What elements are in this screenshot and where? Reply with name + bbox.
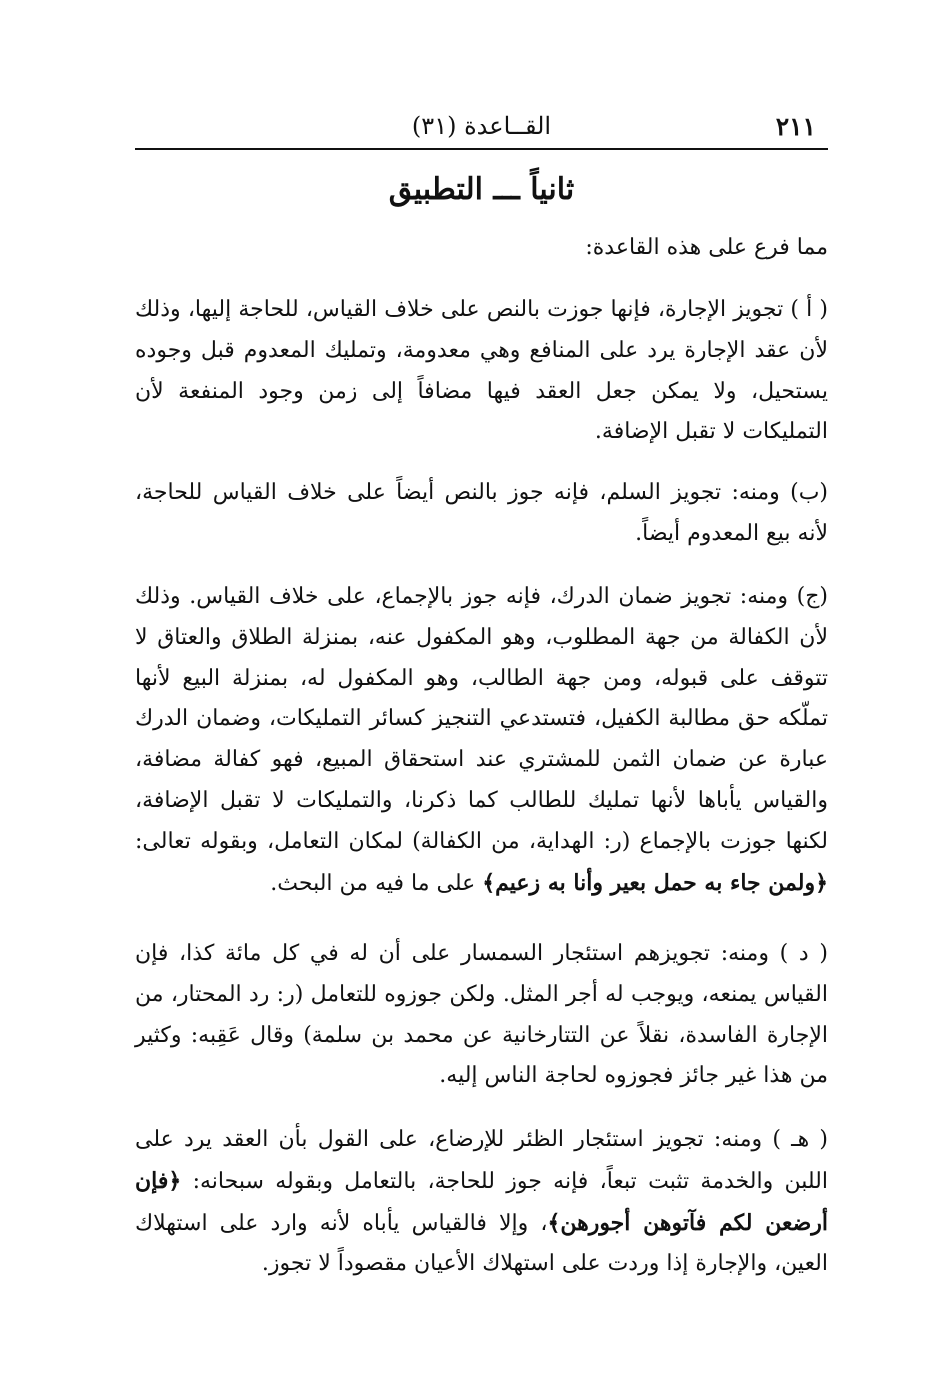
paragraph-e-text: ( هـ ) ومنه: تجويز استئجار الظئر للإرضاع، على القول بأن العقد يرد على اللبن والخدمة تثبت تبعاً، فإنه جوز للحاجة، بالتعامل وبقوله سبحانه: bbox=[135, 1127, 828, 1194]
paragraph-e-text-end: ، وإلا فالقياس يأباه لأنه وارد على استهلاك العين، والإجارة إذا وردت على استهلاك الأعيان مقصوداً لا تجوز. bbox=[135, 1210, 828, 1277]
section-heading: ثانياً ـــ التطبيق bbox=[388, 172, 575, 207]
running-header bbox=[135, 108, 828, 150]
paragraph-c bbox=[135, 577, 828, 904]
quran-verse-e: ﴿فإن أرضعن لكم فآتوهن أجورهن﴾ bbox=[135, 1167, 829, 1236]
paragraph-b: (ب) ومنه: تجويز السلم، فإنه جوز بالنص أيضاً على خلاف القياس للحاجة، لأنه بيع المعدوم أيضاً. bbox=[135, 480, 828, 546]
page-number: ٢١١ bbox=[775, 112, 816, 141]
paragraph-e bbox=[135, 1120, 828, 1285]
intro-line: مما فرع على هذه القاعدة: bbox=[585, 235, 828, 260]
paragraph-c-text-end: على ما فيه من البحث. bbox=[270, 870, 483, 896]
running-header-title: القــاعدة (٣١) bbox=[411, 112, 552, 140]
paragraph-a: ( أ ) تجويز الإجارة، فإنها جوزت بالنص على خلاف القياس، للحاجة إليها، وذلك لأن عقد الإجارة يرد على المنافع وهي معدومة، وتمليك المعدوم قبل وجوده يستحيل، ولا يمكن جعل العقد فيها مضافاً إلى زمن وجود المنفعة لأن التمليكات لا تقبل الإضافة. bbox=[135, 297, 828, 445]
paragraph-c-text: (ج) ومنه: تجويز ضمان الدرك، فإنه جوز بالإجماع، على خلاف القياس. وذلك لأن الكفالة من جهة المطلوب، وهو المكفول عنه، بمنزلة الطلاق والعتاق لا تتوقف على قبوله، ومن جهة الطالب، وهو المكفول له، بمنزلة البيع لأنها تملّكه حق مطالبة الكفيل، فتستدعي التنجيز كسائر التمليكات، وضمان الدرك عبارة عن ضمان الثمن للمشتري عند استحقاق المبيع، فهو كفالة مضافة، والقياس يأباها لأنها تمليك للطالب كما ذكرنا، والتمليكات لا تقبل الإضافة، لكنها جوزت بالإجماع (ر: الهداية، من الكفالة) لمكان التعامل، وبقوله تعالى: bbox=[135, 584, 828, 854]
quran-verse-c: ﴿ولمن جاء به حمل بعير وأنا به زعيم﴾ bbox=[482, 869, 828, 896]
paragraph-d: ( د ) ومنه: تجويزهم استئجار السمسار على أن له في كل مائة كذا، فإن القياس يمنعه، ويوجب له أجر المثل. ولكن جوزوه للتعامل (ر: رد المحتار، من الإجارة الفاسدة، نقلاً عن التتارخانية عن محمد بن سلمة) وقال عَقِبه: وكثير من هذا غير جائز فجوزوه لحاجة الناس إليه. bbox=[135, 941, 828, 1089]
